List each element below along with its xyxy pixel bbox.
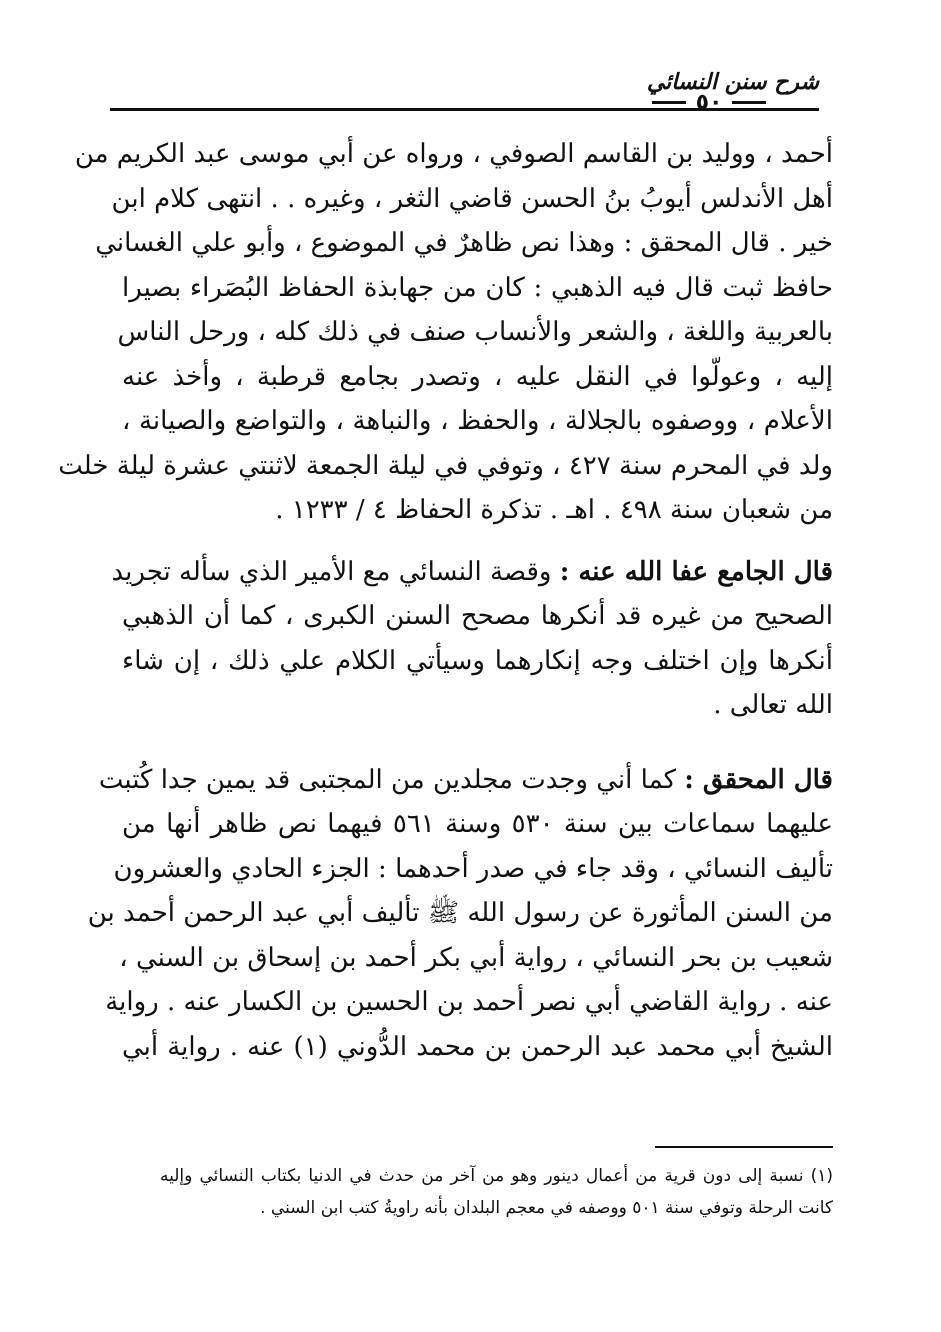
text-line: من السنن المأثورة عن رسول الله ﷺ تأليف أبي عبد الرحمن أحمد بن — [87, 898, 833, 928]
text-line: أهل الأندلس أيوبُ بنُ الحسن قاضي الثغر ، وغيره . . انتهى كلام ابن — [111, 183, 833, 214]
text-line: خير . قال المحقق : وهذا نص ظاهرٌ في الموضوع ، وأبو علي الغساني — [95, 228, 833, 258]
text-line: الله تعالى . — [713, 690, 833, 720]
paragraph-2 — [111, 550, 833, 728]
text-line: من شعبان سنة ٤٩٨ . اهـ . تذكرة الحفاظ ٤ / ١٢٣٣ . — [275, 495, 833, 525]
text-line: أحمد ، ووليد بن القاسم الصوفي ، ورواه عن أبي موسى عبد الكريم من — [74, 139, 833, 169]
text-line: أنكرها وإن اختلف وجه إنكارهما وسيأتي الكلام علي ذلك ، إن شاء — [122, 645, 833, 676]
text-line: بالعربية واللغة ، والشعر والأنساب صنف في ذلك كله ، ورحل الناس — [117, 317, 833, 347]
footnote-line: (١) نسبة إلى دون قرية من أعمال دينور وهو من آخر من حدث في الدنيا بكتاب النسائي وإليه — [160, 1166, 833, 1186]
text-line: حافظ ثبت قال فيه الذهبي : كان من جهابذة الحفاظ البُصَراء بصيرا — [122, 272, 833, 303]
text-run: كما أني وجدت مجلدين من المجتبى قد يمين جدا كُتبت — [98, 764, 676, 795]
paragraph-1 — [58, 132, 833, 533]
text-line: تأليف النسائي ، وقد جاء في صدر أحدهما : الجزء الحادي والعشرون — [113, 853, 833, 884]
main-text — [58, 132, 833, 1069]
text-line: الصحيح من غيره قد أنكرها مصحح السنن الكبرى ، كما أن الذهبي — [122, 601, 833, 631]
paragraph-lead: قال الجامع عفا الله عنه : — [559, 556, 833, 587]
text-line: ولد في المحرم سنة ٤٢٧ ، وتوفي في ليلة الجمعة لاثنتي عشرة ليلة خلت — [58, 450, 833, 481]
text-line: الشيخ أبي محمد عبد الرحمن بن محمد الدُّوني (١) عنه . رواية أبي — [122, 1031, 833, 1062]
page-number-ornament — [648, 88, 770, 116]
footnotes — [160, 1160, 833, 1224]
text-line: الأعلام ، ووصفوه بالجلالة ، والحفظ ، والنباهة ، والتواضع والصيانة ، — [122, 406, 833, 436]
text-run: وقصة النسائي مع الأمير الذي سأله تجريد — [111, 556, 552, 587]
text-line — [111, 550, 833, 595]
running-title: شرح سنن النسائي — [646, 70, 819, 95]
text-line: شعيب بن بحر النسائي ، رواية أبي بكر أحمد بن إسحاق بن السني ، — [119, 942, 833, 973]
paragraph-3 — [87, 758, 833, 1070]
text-line: عليهما سماعات بين سنة ٥٣٠ وسنة ٥٦١ فيهما نص ظاهر أنها من — [122, 809, 833, 839]
page-number: ٥٠ — [695, 89, 723, 115]
text-line: إليه ، وعولّوا في النقل عليه ، وتصدر بجامع قرطبة ، وأخذ عنه — [122, 361, 833, 392]
footnote-separator — [655, 1146, 833, 1148]
footnote-line: كانت الرحلة وتوفي سنة ٥٠١ ووصفه في معجم البلدان بأنه راويةُ كتب ابن السني . — [260, 1198, 833, 1218]
text-line: عنه . رواية القاضي أبي نصر أحمد بن الحسين بن الكسار عنه . رواية — [105, 987, 833, 1017]
text-line — [98, 758, 833, 803]
paragraph-lead: قال المحقق : — [684, 764, 833, 795]
